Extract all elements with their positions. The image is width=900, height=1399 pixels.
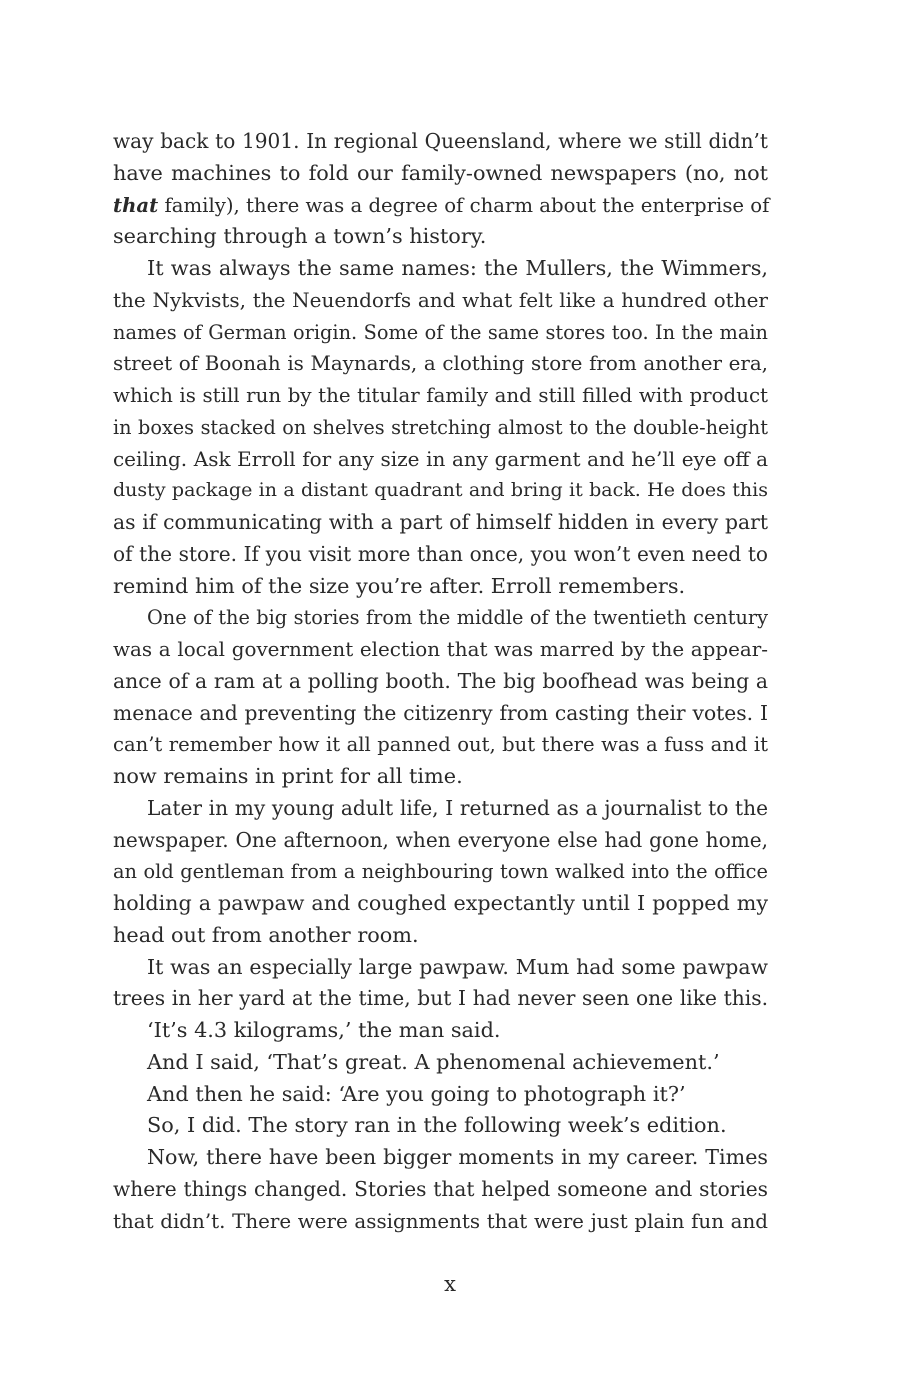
text-line: was a local government election that was marred by the appear- [113,638,768,661]
text-span: family), there was a degree of charm about the enterprise of [158,193,770,217]
text-line: And then he said: ‘Are you going to photograph it?’ [147,1081,686,1106]
text-line: which is still run by the titular family and still filled with product [113,384,768,407]
text-line: One of the big stories from the middle of the twentieth century [147,606,768,630]
text-line: newspaper. One afternoon, when everyone else had gone home, [113,827,768,852]
text-line: can’t remember how it all panned out, but there was a fuss and it [113,733,768,757]
text-line: now remains in print for all time. [113,764,463,788]
text-line: street of Boonah is Maynards, a clothing store from another era, [113,352,768,376]
text-line: Later in my young adult life, I returned as a journalist to the [147,795,768,820]
text-line: ‘It’s 4.3 kilograms,’ the man said. [147,1018,501,1042]
text-line: So, I did. The story ran in the following week’s edition. [147,1113,727,1138]
text-line: have machines to fold our family-owned newspapers (no, not [113,160,768,185]
text-line: in boxes stacked on shelves stretching almost to the double-height [113,415,768,439]
text-line: remind him of the size you’re after. Erroll remembers. [113,573,686,598]
text-line: Now, there have been bigger moments in my career. Times [147,1145,768,1169]
text-line: an old gentleman from a neighbouring town walked into the office [113,860,768,884]
text-line: ceiling. Ask Erroll for any size in any garment and he’ll eye off a [113,446,768,471]
text-line: names of German origin. Some of the same stores too. In the main [113,320,768,344]
text-line [113,190,768,222]
text-line: menace and preventing the citizenry from casting their votes. I [113,700,768,725]
text-line: of the store. If you visit more than once, you won’t even need to [113,541,768,566]
text-line: head out from another room. [113,922,419,947]
page-number: x [444,1272,456,1296]
text-line: way back to 1901. In regional Queensland, where we still didn’t [113,129,768,153]
text-line: that didn’t. There were assignments that were just plain fun and [113,1209,768,1233]
text-line: holding a pawpaw and coughed expectantly until I popped my [113,891,768,915]
text-line: as if communicating with a part of himself hidden in every part [113,510,768,534]
text-line: searching through a town’s history. [113,224,487,249]
text-line: dusty package in a distant quadrant and bring it back. He does this [113,479,768,502]
emphasized-word: that [113,193,159,217]
text-line: And I said, ‘That’s great. A phenomenal achievement.’ [147,1049,720,1074]
body-text [113,126,768,1237]
text-line: where things changed. Stories that helped someone and stories [113,1176,768,1201]
text-line: It was an especially large pawpaw. Mum had some pawpaw [147,954,768,979]
text-line: ance of a ram at a polling booth. The big boofhead was being a [113,668,768,693]
text-line: the Nykvists, the Neuendorfs and what felt like a hundred other [113,287,768,312]
text-line: It was always the same names: the Mullers, the Wimmers, [147,256,768,280]
text-line: trees in her yard at the time, but I had never seen one like this. [113,986,768,1011]
